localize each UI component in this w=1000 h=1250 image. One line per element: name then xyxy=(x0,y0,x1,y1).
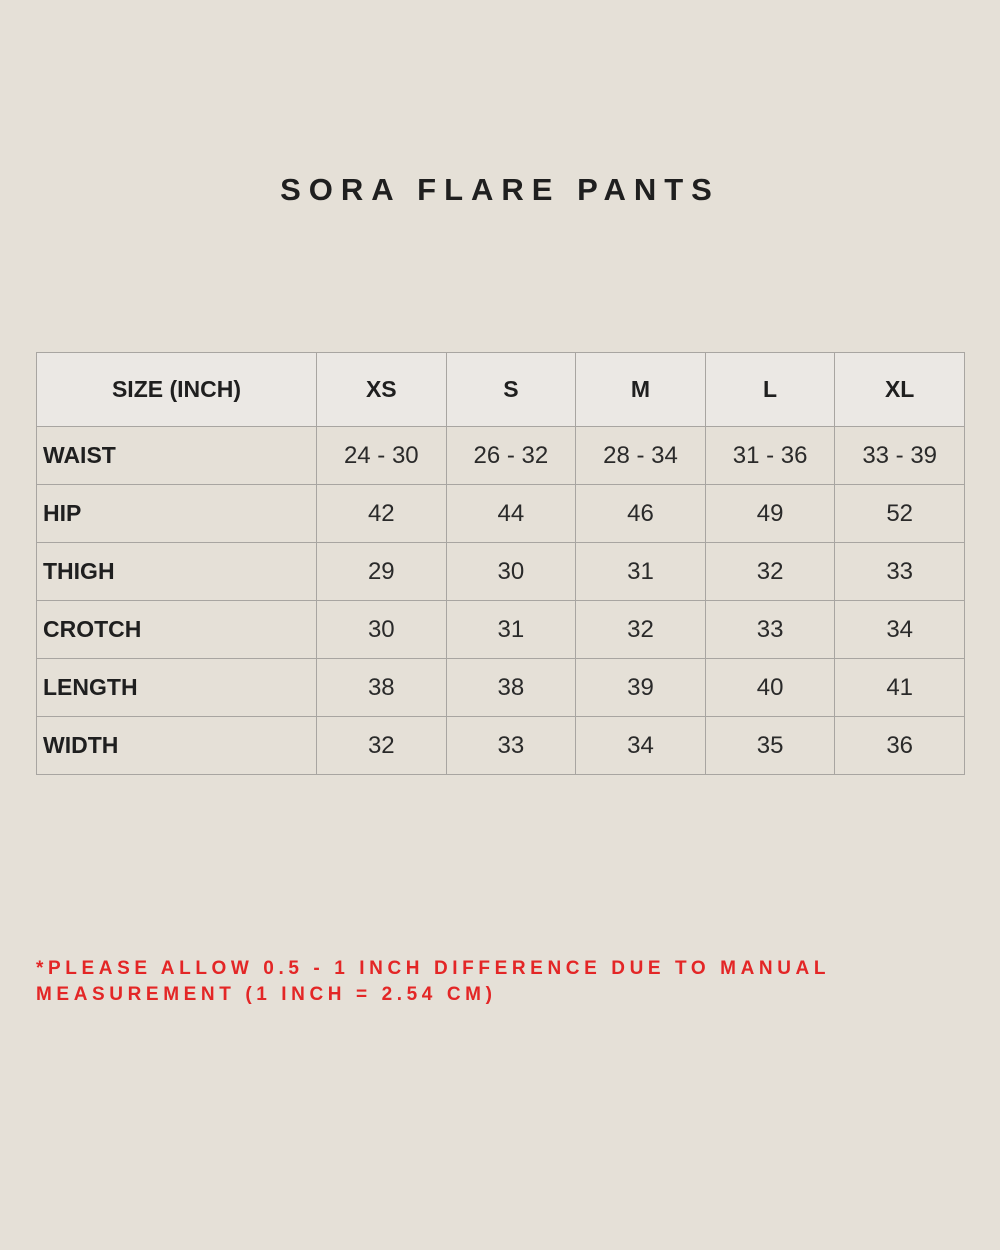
table-row-length xyxy=(37,659,965,717)
table-cell: 35 xyxy=(705,717,835,775)
table-cell: 40 xyxy=(705,659,835,717)
row-label: THIGH xyxy=(37,543,317,601)
column-header-s: S xyxy=(446,353,576,427)
table-cell: 52 xyxy=(835,485,965,543)
table-row-hip xyxy=(37,485,965,543)
row-label: LENGTH xyxy=(37,659,317,717)
table-cell: 33 xyxy=(446,717,576,775)
column-header-size-unit: SIZE (INCH) xyxy=(37,353,317,427)
table-cell: 30 xyxy=(317,601,447,659)
row-label: WIDTH xyxy=(37,717,317,775)
table-cell: 36 xyxy=(835,717,965,775)
column-header-l: L xyxy=(705,353,835,427)
table-cell: 46 xyxy=(576,485,706,543)
table-cell: 24 - 30 xyxy=(317,427,447,485)
table-cell: 38 xyxy=(446,659,576,717)
table-row-width xyxy=(37,717,965,775)
table-cell: 33 xyxy=(705,601,835,659)
table-row-waist xyxy=(37,427,965,485)
table-cell: 32 xyxy=(576,601,706,659)
table-row-thigh xyxy=(37,543,965,601)
table-cell: 38 xyxy=(317,659,447,717)
table-cell: 49 xyxy=(705,485,835,543)
table-cell: 44 xyxy=(446,485,576,543)
table-cell: 32 xyxy=(317,717,447,775)
table-cell: 31 xyxy=(576,543,706,601)
table-cell: 31 xyxy=(446,601,576,659)
column-header-m: M xyxy=(576,353,706,427)
table-cell: 39 xyxy=(576,659,706,717)
column-header-xl: XL xyxy=(835,353,965,427)
table-cell: 26 - 32 xyxy=(446,427,576,485)
page-title: SORA FLARE PANTS xyxy=(280,172,720,207)
column-header-xs: XS xyxy=(317,353,447,427)
table-cell: 34 xyxy=(835,601,965,659)
table-cell: 33 xyxy=(835,543,965,601)
table-cell: 34 xyxy=(576,717,706,775)
table-cell: 33 - 39 xyxy=(835,427,965,485)
table-cell: 32 xyxy=(705,543,835,601)
measurement-note: *PLEASE ALLOW 0.5 - 1 INCH DIFFERENCE DUE TO MANUAL MEASUREMENT (1 INCH = 2.54 CM) xyxy=(36,958,830,1005)
table-row-crotch xyxy=(37,601,965,659)
table-cell: 29 xyxy=(317,543,447,601)
table-cell: 28 - 34 xyxy=(576,427,706,485)
row-label: WAIST xyxy=(37,427,317,485)
table-cell: 42 xyxy=(317,485,447,543)
table-cell: 41 xyxy=(835,659,965,717)
table-cell: 30 xyxy=(446,543,576,601)
row-label: CROTCH xyxy=(37,601,317,659)
table-cell: 31 - 36 xyxy=(705,427,835,485)
size-chart-table xyxy=(36,352,965,775)
row-label: HIP xyxy=(37,485,317,543)
table-header-row xyxy=(37,353,965,427)
